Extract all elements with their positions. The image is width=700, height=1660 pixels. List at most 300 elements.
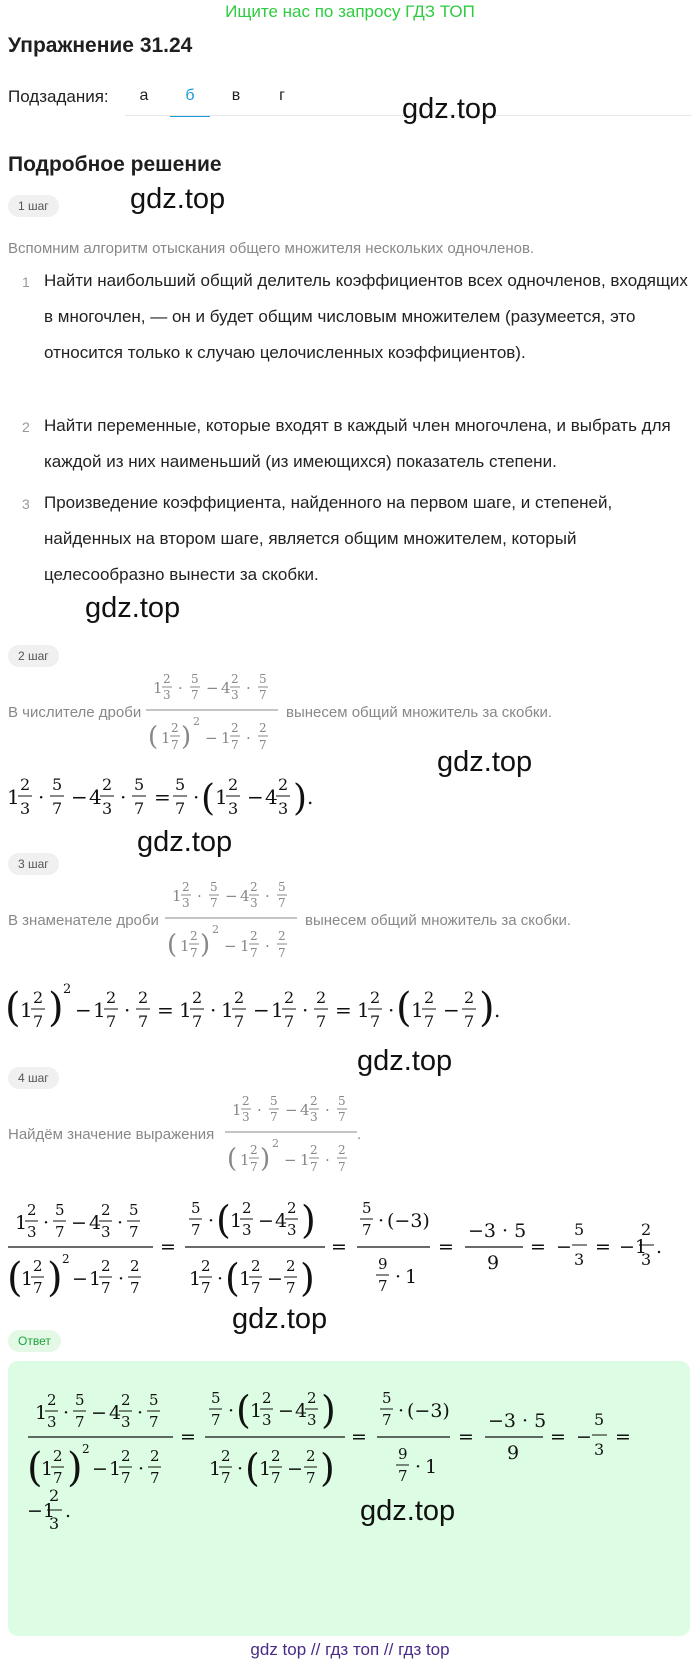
list-number: 3 [22, 496, 30, 512]
svg-text:1: 1 [41, 1458, 54, 1480]
svg-text:·: · [257, 1101, 262, 1119]
math-equation [5, 973, 525, 1045]
svg-text:−: − [75, 998, 92, 1022]
svg-text:5: 5 [594, 1410, 605, 1429]
tab-a[interactable]: а [139, 87, 149, 104]
svg-text:7: 7 [278, 946, 286, 960]
svg-text:5: 5 [270, 1094, 278, 1108]
svg-text:·: · [210, 998, 217, 1022]
svg-text:=: = [595, 1236, 611, 1258]
svg-text:3: 3 [287, 1221, 297, 1239]
svg-text:2: 2 [33, 988, 44, 1007]
step2-text-before: В числителе дроби [8, 704, 142, 721]
svg-text:=: = [331, 1236, 347, 1258]
svg-text:=: = [530, 1236, 546, 1258]
svg-text:·: · [117, 1212, 124, 1234]
svg-text:(: ( [5, 985, 21, 1031]
svg-text:5: 5 [52, 775, 63, 794]
svg-text:(: ( [225, 1256, 240, 1300]
svg-text:5: 5 [175, 775, 186, 794]
svg-text:·: · [228, 1400, 235, 1422]
svg-text:2: 2 [259, 721, 267, 735]
svg-text:·: · [137, 1402, 144, 1424]
svg-text:5: 5 [278, 880, 286, 894]
answer-badge: Ответ [8, 1330, 61, 1352]
svg-text:5: 5 [134, 775, 145, 794]
svg-text:): ) [200, 930, 211, 960]
step3-text-after: вынесем общий множитель за скобки. [305, 912, 572, 929]
svg-text:=: = [615, 1426, 631, 1448]
svg-text:2: 2 [250, 880, 258, 894]
svg-text:2: 2 [193, 715, 200, 728]
svg-text:5: 5 [259, 672, 267, 686]
svg-text:3: 3 [242, 1110, 250, 1124]
svg-text:3: 3 [242, 1221, 252, 1239]
svg-text:·: · [398, 1400, 405, 1422]
svg-text:5: 5 [129, 1201, 139, 1219]
svg-text:): ) [321, 1388, 336, 1432]
svg-text:3: 3 [231, 688, 239, 702]
svg-text:2: 2 [221, 1447, 231, 1465]
svg-text:): ) [181, 722, 192, 752]
svg-text:·: · [378, 1210, 385, 1232]
svg-text:(: ( [148, 722, 159, 752]
svg-text:−: − [224, 937, 237, 955]
svg-text:1: 1 [271, 998, 284, 1022]
fraction-expression [162, 873, 302, 973]
svg-text:(: ( [396, 985, 412, 1031]
list-item: Найти переменные, которые входят в каждый член многочлена, и выбрать для каждой из них наименьший (из имеющихся) показатель степени. [44, 416, 671, 471]
svg-text:): ) [47, 1255, 63, 1301]
svg-text:2: 2 [316, 988, 327, 1007]
svg-text:2: 2 [250, 1143, 258, 1157]
svg-text:−1: −1 [619, 1236, 648, 1258]
svg-text:2: 2 [286, 1257, 296, 1275]
svg-text:7: 7 [270, 1110, 278, 1124]
svg-text:2: 2 [20, 775, 31, 794]
svg-text:1: 1 [180, 937, 190, 955]
svg-text:9: 9 [398, 1445, 408, 1463]
svg-text:=: = [351, 1426, 367, 1448]
svg-text:=: = [154, 785, 171, 809]
svg-text:): ) [67, 1445, 83, 1491]
svg-text:7: 7 [362, 1221, 372, 1239]
svg-text:9: 9 [507, 1442, 520, 1464]
svg-text:7: 7 [464, 1012, 475, 1031]
svg-text:7: 7 [316, 1012, 327, 1031]
page-title: Упражнение 31.24 [8, 34, 193, 57]
svg-text:·: · [395, 1266, 402, 1288]
svg-text:1: 1 [411, 998, 424, 1022]
svg-text:4: 4 [89, 1212, 102, 1234]
svg-text:7: 7 [370, 1012, 381, 1031]
svg-text:7: 7 [101, 1279, 111, 1297]
svg-text:5: 5 [338, 1094, 346, 1108]
svg-text:·: · [325, 1151, 330, 1169]
svg-text:5: 5 [382, 1389, 392, 1407]
svg-text:(: ( [236, 1388, 251, 1432]
svg-text:−: − [284, 1151, 297, 1169]
svg-text:(: ( [216, 1198, 231, 1242]
svg-text:−: − [91, 1402, 107, 1424]
svg-text:2: 2 [190, 929, 198, 943]
svg-text:4: 4 [300, 1101, 310, 1119]
svg-text:−: − [267, 1268, 283, 1290]
svg-text:2: 2 [171, 721, 179, 735]
svg-text:7: 7 [33, 1012, 44, 1031]
svg-text:3: 3 [101, 1223, 111, 1241]
svg-text:·: · [237, 1458, 244, 1480]
svg-text:=: = [438, 1236, 454, 1258]
svg-text:(: ( [227, 1144, 238, 1174]
svg-text:1: 1 [357, 998, 370, 1022]
svg-text:7: 7 [250, 1160, 258, 1174]
svg-text:5: 5 [362, 1199, 372, 1217]
svg-text:·: · [138, 1458, 145, 1480]
promo-banner[interactable]: Ищите нас по запросу ГДЗ ТОП [225, 2, 475, 21]
svg-text:7: 7 [234, 1012, 245, 1031]
svg-text:−: − [556, 1236, 572, 1258]
svg-text:2: 2 [464, 988, 475, 1007]
svg-text:2: 2 [284, 988, 295, 1007]
watermark: gdz.top [85, 592, 181, 624]
tab-v[interactable]: в [231, 87, 241, 104]
svg-text:2: 2 [262, 1389, 272, 1407]
svg-text:2: 2 [251, 1257, 261, 1275]
watermark: gdz.top [232, 1303, 328, 1335]
svg-text:−: − [576, 1426, 592, 1448]
svg-text:9: 9 [487, 1252, 500, 1274]
watermark: gdz.top [402, 93, 498, 125]
step3-text-before: В знаменателе дроби [8, 912, 159, 929]
fraction-expression [143, 665, 283, 765]
svg-text:·: · [246, 679, 251, 697]
svg-text:7: 7 [175, 799, 186, 818]
svg-text:2: 2 [63, 982, 72, 997]
svg-text:5: 5 [149, 1391, 159, 1409]
step-badge: 3 шаг [8, 853, 59, 875]
svg-text:1: 1 [240, 937, 250, 955]
svg-text:2: 2 [121, 1447, 131, 1465]
svg-text:(: ( [7, 1255, 23, 1301]
svg-text:2: 2 [242, 1094, 250, 1108]
svg-text:2: 2 [150, 1447, 160, 1465]
svg-text:1: 1 [425, 1456, 438, 1478]
svg-text:3: 3 [47, 1413, 57, 1431]
svg-text:7: 7 [53, 1469, 63, 1487]
tab-b[interactable]: б [170, 87, 210, 117]
svg-text:=: = [160, 1236, 176, 1258]
fraction-expression [222, 1087, 362, 1187]
svg-text:·: · [63, 1402, 70, 1424]
svg-text:2: 2 [47, 1391, 57, 1409]
svg-text:2: 2 [287, 1199, 297, 1217]
svg-text:·: · [38, 785, 45, 809]
svg-text:3: 3 [594, 1440, 605, 1459]
math-equation [5, 1185, 695, 1305]
math-equation [5, 766, 325, 826]
svg-text:4: 4 [265, 785, 278, 809]
svg-text:3: 3 [27, 1223, 37, 1241]
svg-text:7: 7 [190, 946, 198, 960]
svg-text:9: 9 [378, 1255, 388, 1273]
svg-text:3: 3 [228, 799, 239, 818]
svg-text:−: − [205, 729, 218, 747]
svg-text:2: 2 [250, 929, 258, 943]
svg-text:2: 2 [307, 1389, 317, 1407]
watermark: gdz.top [130, 183, 226, 215]
svg-text:1: 1 [153, 679, 163, 697]
svg-text:1: 1 [300, 1151, 310, 1169]
svg-text:5: 5 [75, 1391, 85, 1409]
svg-text:1: 1 [109, 1458, 122, 1480]
list-item: Найти наибольший общий делитель коэффициентов всех одночленов, входящих в многочлен, — он и будет общим числовым множителем (разумеется, это относится только к случаю целочисленных коэффициентов). [44, 271, 688, 362]
list-number: 2 [22, 419, 30, 435]
watermark: gdz.top [137, 826, 233, 858]
svg-text:·: · [118, 1268, 125, 1290]
svg-text:.: . [494, 998, 501, 1022]
svg-text:7: 7 [191, 1221, 201, 1239]
svg-text:3: 3 [20, 799, 31, 818]
svg-text:1: 1 [15, 1212, 28, 1234]
svg-text:7: 7 [130, 1279, 140, 1297]
svg-text:1: 1 [89, 1268, 102, 1290]
svg-text:7: 7 [134, 799, 145, 818]
svg-text:7: 7 [271, 1469, 281, 1487]
step-badge: 4 шаг [8, 1067, 59, 1089]
list-item: Произведение коэффициента, найденного на первом шаге, и степеней, найденных на втором шаге, является общим множителем, который целесообразно вынести за скобки. [44, 493, 613, 584]
watermark: gdz.top [437, 746, 533, 778]
svg-text:2: 2 [102, 775, 113, 794]
svg-text:=: = [458, 1426, 474, 1448]
svg-text:7: 7 [138, 1012, 149, 1031]
svg-text:3: 3 [278, 799, 289, 818]
svg-text:): ) [300, 1256, 315, 1300]
svg-text:7: 7 [286, 1279, 296, 1297]
svg-text:2: 2 [231, 672, 239, 686]
svg-text:5: 5 [574, 1220, 585, 1239]
step4-text-after: . [357, 1126, 362, 1143]
svg-text:−3 · 5: −3 · 5 [488, 1410, 547, 1432]
svg-text:(−3): (−3) [407, 1400, 450, 1422]
svg-text:7: 7 [378, 1277, 388, 1295]
svg-text:7: 7 [382, 1411, 392, 1429]
svg-text:1: 1 [93, 998, 106, 1022]
svg-text:7: 7 [424, 1012, 435, 1031]
svg-text:7: 7 [52, 799, 63, 818]
svg-text:1: 1 [221, 729, 231, 747]
svg-text:−: − [71, 785, 88, 809]
svg-text:·: · [197, 887, 202, 905]
svg-text:2: 2 [231, 721, 239, 735]
svg-text:7: 7 [306, 1469, 316, 1487]
svg-text:.: . [307, 785, 314, 809]
svg-text:): ) [293, 778, 308, 819]
svg-text:=: = [157, 998, 174, 1022]
svg-text:1: 1 [179, 998, 192, 1022]
svg-text:2: 2 [101, 1201, 111, 1219]
svg-text:(: ( [201, 778, 216, 819]
svg-text:7: 7 [33, 1279, 43, 1297]
svg-text:5: 5 [211, 1389, 221, 1407]
svg-text:7: 7 [251, 1279, 261, 1297]
svg-text:−: − [278, 1400, 294, 1422]
svg-text:7: 7 [75, 1413, 85, 1431]
step-badge: 1 шаг [8, 195, 59, 217]
svg-text:3: 3 [574, 1250, 585, 1269]
svg-text:7: 7 [231, 738, 239, 752]
subtasks-label: Подзадания: [8, 87, 109, 106]
svg-text:2: 2 [272, 1137, 279, 1150]
svg-text:1: 1 [239, 1268, 252, 1290]
tab-g[interactable]: г [279, 87, 285, 104]
svg-text:1: 1 [250, 1400, 263, 1422]
svg-text:7: 7 [278, 896, 286, 910]
svg-text:(: ( [245, 1446, 260, 1490]
svg-text:7: 7 [149, 1413, 159, 1431]
svg-text:3: 3 [102, 799, 113, 818]
svg-text:−: − [247, 785, 264, 809]
svg-text:·: · [415, 1456, 422, 1478]
svg-text:−: − [443, 998, 460, 1022]
svg-text:2: 2 [182, 880, 190, 894]
svg-text:3: 3 [49, 1514, 60, 1533]
svg-text:−3 · 5: −3 · 5 [468, 1220, 527, 1242]
svg-text:5: 5 [191, 1199, 201, 1217]
svg-text:1: 1 [232, 1101, 242, 1119]
svg-text:2: 2 [101, 1257, 111, 1275]
svg-text:4: 4 [240, 887, 250, 905]
svg-text:7: 7 [210, 896, 218, 910]
svg-text:2: 2 [271, 1447, 281, 1465]
svg-text:7: 7 [259, 688, 267, 702]
svg-text:(: ( [27, 1445, 43, 1491]
svg-text:−: − [92, 1458, 108, 1480]
svg-text:3: 3 [121, 1413, 131, 1431]
footer-links[interactable]: gdz top // гдз топ // гдз top [250, 1640, 450, 1659]
svg-text:): ) [48, 985, 64, 1031]
svg-text:3: 3 [182, 896, 190, 910]
svg-text:5: 5 [191, 672, 199, 686]
svg-text:2: 2 [106, 988, 117, 1007]
svg-text:1: 1 [221, 998, 234, 1022]
svg-text:7: 7 [398, 1467, 408, 1485]
svg-text:2: 2 [62, 1252, 70, 1266]
svg-text:7: 7 [250, 946, 258, 960]
svg-text:1: 1 [215, 785, 228, 809]
svg-text:3: 3 [307, 1411, 317, 1429]
svg-text:5: 5 [210, 880, 218, 894]
svg-text:·: · [388, 998, 395, 1022]
svg-text:.: . [656, 1236, 663, 1258]
solution-title: Подробное решение [8, 153, 222, 176]
svg-text:7: 7 [338, 1110, 346, 1124]
svg-text:−: − [253, 998, 270, 1022]
svg-text:7: 7 [284, 1012, 295, 1031]
svg-text:1: 1 [405, 1266, 418, 1288]
svg-text:1: 1 [172, 887, 182, 905]
svg-text:4: 4 [275, 1210, 288, 1232]
svg-text:): ) [479, 985, 495, 1031]
watermark: gdz.top [357, 1045, 453, 1077]
svg-text:2: 2 [228, 775, 239, 794]
svg-text:2: 2 [53, 1447, 63, 1465]
svg-text:−: − [258, 1210, 274, 1232]
svg-text:2: 2 [424, 988, 435, 1007]
svg-text:1: 1 [161, 729, 171, 747]
svg-text:·: · [265, 887, 270, 905]
svg-text:=: = [550, 1426, 566, 1448]
svg-text:7: 7 [201, 1279, 211, 1297]
svg-text:−: − [225, 887, 238, 905]
watermark: gdz.top [360, 1495, 456, 1527]
svg-text:1: 1 [35, 1402, 48, 1424]
svg-text:2: 2 [33, 1257, 43, 1275]
svg-text:2: 2 [27, 1201, 37, 1219]
svg-text:1: 1 [259, 1458, 272, 1480]
svg-text:7: 7 [129, 1223, 139, 1241]
svg-text:·: · [217, 1268, 224, 1290]
svg-text:7: 7 [106, 1012, 117, 1031]
svg-text:3: 3 [641, 1250, 652, 1269]
svg-text:4: 4 [89, 785, 102, 809]
svg-text:−1: −1 [27, 1500, 56, 1522]
svg-text:2: 2 [201, 1257, 211, 1275]
svg-text:2: 2 [310, 1094, 318, 1108]
svg-text:(: ( [167, 930, 178, 960]
svg-text:2: 2 [370, 988, 381, 1007]
step2-text-after: вынесем общий множитель за скобки. [286, 704, 553, 721]
svg-text:−: − [287, 1458, 303, 1480]
svg-text:(−3): (−3) [387, 1210, 430, 1232]
svg-text:4: 4 [109, 1402, 122, 1424]
svg-text:2: 2 [212, 923, 219, 936]
svg-text:7: 7 [211, 1411, 221, 1429]
svg-text:2: 2 [310, 1143, 318, 1157]
svg-text:·: · [325, 1101, 330, 1119]
svg-text:): ) [320, 1446, 335, 1490]
svg-text:·: · [208, 1210, 215, 1232]
svg-text:1: 1 [20, 998, 33, 1022]
svg-text:−: − [72, 1268, 88, 1290]
svg-text:): ) [301, 1198, 316, 1242]
svg-text:3: 3 [163, 688, 171, 702]
svg-text:−: − [285, 1101, 298, 1119]
svg-text:2: 2 [138, 988, 149, 1007]
svg-text:2: 2 [242, 1199, 252, 1217]
svg-text:3: 3 [310, 1110, 318, 1124]
step-badge: 2 шаг [8, 645, 59, 667]
svg-text:1: 1 [7, 785, 20, 809]
svg-text:1: 1 [230, 1210, 243, 1232]
svg-text:1: 1 [189, 1268, 202, 1290]
svg-text:4: 4 [221, 679, 231, 697]
svg-text:5: 5 [55, 1201, 65, 1219]
svg-text:7: 7 [221, 1469, 231, 1487]
svg-text:=: = [180, 1426, 196, 1448]
svg-text:3: 3 [262, 1411, 272, 1429]
svg-text:7: 7 [150, 1469, 160, 1487]
svg-text:−: − [206, 679, 219, 697]
svg-text:2: 2 [163, 672, 171, 686]
svg-text:7: 7 [55, 1223, 65, 1241]
svg-text:2: 2 [641, 1220, 652, 1239]
answer-equation [25, 1375, 665, 1535]
svg-text:2: 2 [121, 1391, 131, 1409]
svg-text:.: . [65, 1500, 72, 1522]
svg-text:·: · [120, 785, 127, 809]
svg-text:1: 1 [21, 1268, 34, 1290]
